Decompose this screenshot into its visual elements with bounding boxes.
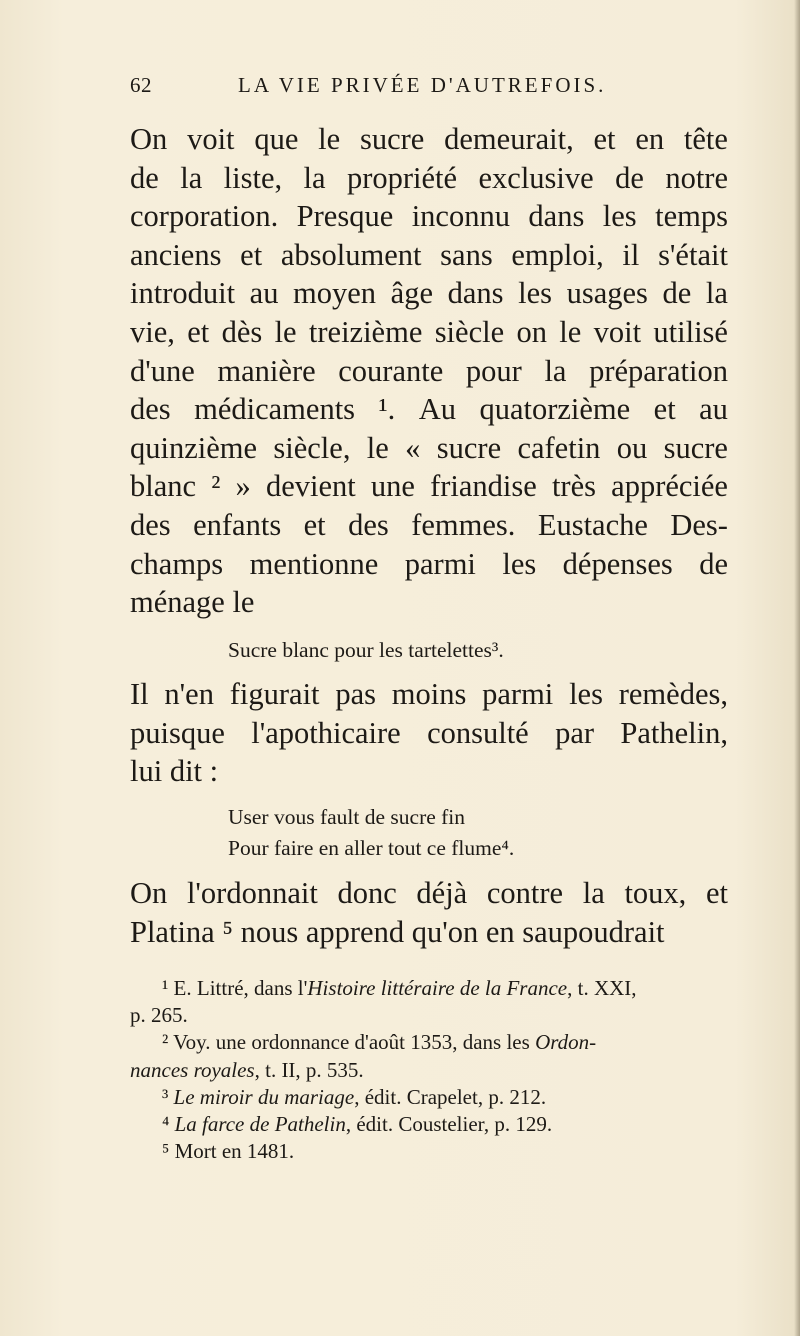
text-line: des médicaments ¹. Au quatorzième et au — [130, 392, 728, 427]
text-line: anciens et absolument sans emploi, il s'était — [130, 237, 728, 272]
footnotes — [130, 975, 730, 1165]
text-line: quinzième siècle, le « sucre cafetin ou sucre — [130, 430, 728, 465]
text-line: On l'ordonnait donc déjà contre la toux, et — [130, 876, 728, 910]
page-number: 62 — [130, 73, 152, 97]
running-title: LA VIE PRIVÉE D'AUTREFOIS. — [238, 73, 607, 97]
text-line: puisque l'apothicaire consulté par Pathelin, — [130, 715, 728, 750]
footnote-2: ² Voy. une ordonnance d'août 1353, dans les Ordon- — [162, 1030, 597, 1055]
footnote-2-cont: nances royales, t. II, p. 535. — [130, 1057, 364, 1082]
page-edge-shadow — [794, 0, 800, 1336]
text-line: de la liste, la propriété exclusive de notre — [130, 160, 728, 195]
text-line: ménage le — [130, 585, 255, 620]
running-header — [130, 73, 630, 103]
verse-line: User vous fault de sucre fin — [228, 805, 466, 829]
text-line: lui dit : — [130, 754, 219, 789]
text-line: vie, et dès le treizième siècle on le voit utilisé — [130, 314, 728, 349]
text-line: Platina ⁵ nous apprend qu'on en saupoudrait — [130, 914, 665, 949]
verse-quote: Sucre blanc pour les tartelettes³. — [228, 638, 504, 662]
text-line: corporation. Presque inconnu dans les temps — [130, 199, 728, 234]
paragraph-2 — [130, 675, 728, 791]
footnote-4: ⁴ La farce de Pathelin, édit. Coustelier, p. 129. — [162, 1111, 553, 1136]
footnote-5: ⁵ Mort en 1481. — [162, 1139, 295, 1164]
main-text — [130, 120, 728, 622]
text-line: d'une manière courante pour la préparation — [130, 353, 728, 388]
paragraph-3 — [130, 874, 728, 951]
footnote-1: ¹ E. Littré, dans l'Histoire littéraire de la France, t. XXI, — [162, 976, 637, 1000]
text-line: champs mentionne parmi les dépenses de — [130, 546, 728, 581]
text-line: des enfants et des femmes. Eustache Des- — [130, 507, 728, 542]
text-line: Il n'en figurait pas moins parmi les remèdes, — [130, 677, 728, 711]
footnote-1-cont: p. 265. — [130, 1003, 188, 1028]
text-line: introduit au moyen âge dans les usages de la — [130, 276, 728, 311]
footnote-3: ³ Le miroir du mariage, édit. Crapelet, p. 212. — [162, 1084, 547, 1109]
text-line: On voit que le sucre demeurait, et en tête — [130, 122, 728, 156]
verse-line: Pour faire en aller tout ce flume⁴. — [228, 836, 515, 860]
text-line: blanc ² » devient une friandise très appréciée — [130, 469, 728, 504]
